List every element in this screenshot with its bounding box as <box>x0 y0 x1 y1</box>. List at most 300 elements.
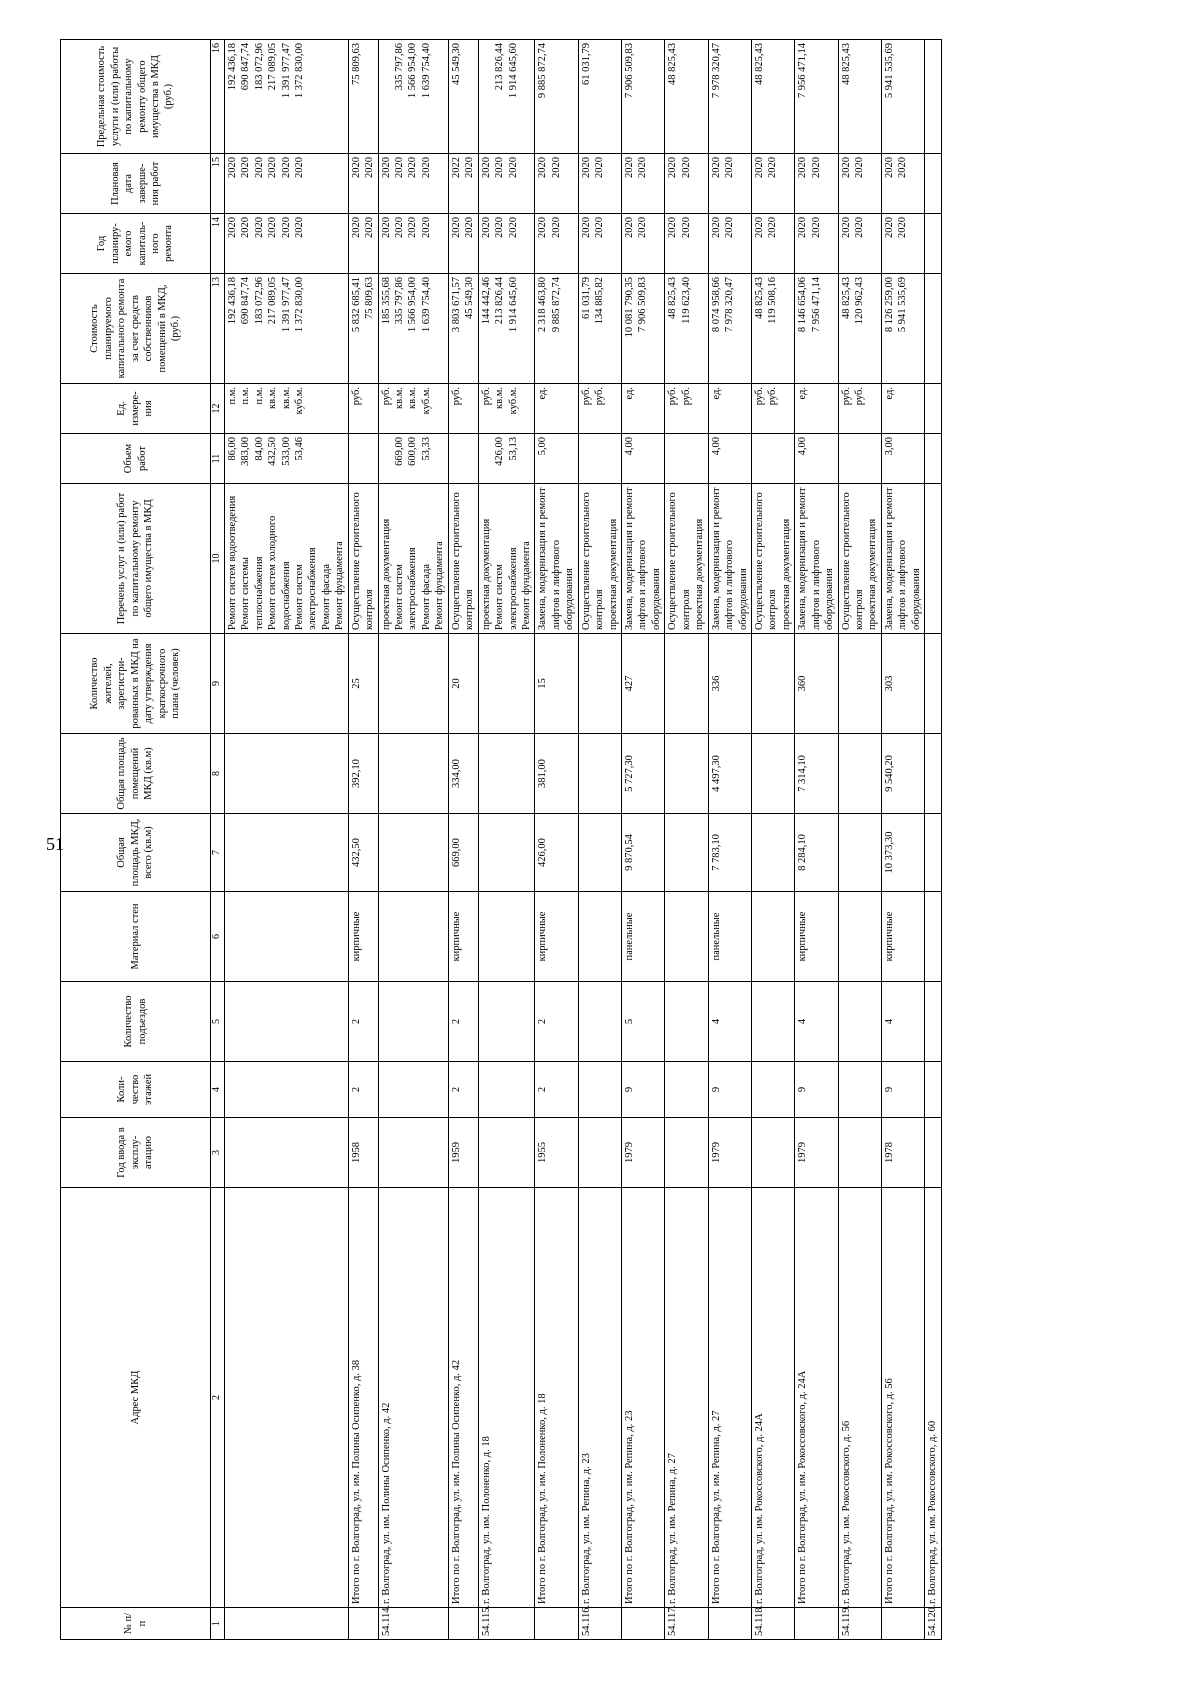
cell-line: 2020 <box>280 217 292 238</box>
wall-material-cell <box>578 892 621 982</box>
cell-line: 2020 <box>897 157 909 178</box>
cell-line: Осуществление строительного контроля <box>450 492 476 630</box>
cell-line: 2020 <box>637 217 649 238</box>
cost-cell <box>751 274 794 384</box>
cell-line: 2020 <box>420 217 432 238</box>
header-cell: Год планиру-емого капиталь-ного ремонта <box>61 214 211 274</box>
cell-line: кв.м. <box>494 387 506 409</box>
address-cell: г. Волгоград, ул. им. Репина, д. 23 <box>578 1188 621 1608</box>
cell-line: ед. <box>624 387 636 400</box>
year-cell: 1978 <box>881 1118 924 1188</box>
total-area-cell <box>478 814 535 892</box>
completion-date-cell <box>838 154 881 214</box>
entrances-cell: 2 <box>448 982 478 1062</box>
unit-cell <box>348 384 378 434</box>
cell-line: 2020 <box>594 157 606 178</box>
premises-area-cell <box>478 734 535 814</box>
cell-line: 1 914 645,60 <box>507 43 519 99</box>
cost-cell <box>578 274 621 384</box>
cell-line: 2020 <box>854 157 866 178</box>
entrances-cell: 4 <box>881 982 924 1062</box>
cell-line: куб.м. <box>293 387 305 415</box>
repair-year-cell <box>535 214 578 274</box>
year-cell <box>478 1118 535 1188</box>
cell-line: 183 072,96 <box>253 277 265 325</box>
cell-line: 2020 <box>897 217 909 238</box>
completion-date-cell <box>881 154 924 214</box>
cell-line: 1 639 754,40 <box>420 277 432 333</box>
cell-line: 2020 <box>580 217 592 238</box>
cell-line: 9 885 872,74 <box>550 277 562 333</box>
max-cost-cell <box>448 40 478 154</box>
header-cell: Адрес МКД <box>61 1188 211 1608</box>
year-cell: 1979 <box>795 1118 838 1188</box>
cell-line: 2020 <box>494 157 506 178</box>
cell-line: руб. <box>680 387 692 406</box>
cell-line: 8 146 654,06 <box>797 277 809 333</box>
column-number: 16 <box>211 40 225 154</box>
max-cost-cell <box>378 40 448 154</box>
floors-cell: 9 <box>708 1062 751 1118</box>
year-cell: 1979 <box>708 1118 751 1188</box>
header-cell: Год ввода в эксплу-атацию <box>61 1118 211 1188</box>
premises-area-cell: 7 314,10 <box>795 734 838 814</box>
residents-cell: 20 <box>448 634 478 734</box>
total-area-cell <box>378 814 448 892</box>
cell-line: 2020 <box>854 217 866 238</box>
row-number: 54.116. <box>578 1608 621 1640</box>
header-cell: Материал стен <box>61 892 211 982</box>
cell-line: руб. <box>753 387 765 406</box>
work-list-cell <box>708 484 751 634</box>
cell-line <box>593 43 606 150</box>
cell-line: Замена, модернизация и ремонт лифтов и лифтового оборудования <box>537 487 576 630</box>
cell-line: 2020 <box>226 157 238 178</box>
completion-date-cell <box>925 154 941 214</box>
residents-cell <box>478 634 535 734</box>
year-cell <box>665 1118 708 1188</box>
cell-line: п.м. <box>226 387 238 405</box>
cell-line: 48 825,43 <box>667 277 679 319</box>
cell-line: 48 825,43 <box>840 43 852 85</box>
max-cost-cell <box>535 40 578 154</box>
cell-line: 2020 <box>667 157 679 178</box>
entrances-cell: 4 <box>795 982 838 1062</box>
cell-line <box>766 43 779 150</box>
cell-line: руб. <box>854 387 866 406</box>
cell-line: 134 885,82 <box>594 277 606 325</box>
address-cell: Итого по г. Волгоград, ул. им. Полины Осипенко, д. 42 <box>448 1188 478 1608</box>
max-cost-cell <box>478 40 535 154</box>
premises-area-cell <box>665 734 708 814</box>
address-cell: Итого по г. Волгоград, ул. им. Рокоссовского, д. 56 <box>881 1188 924 1608</box>
cell-line: 2020 <box>550 217 562 238</box>
cell-line: 53,33 <box>420 437 432 461</box>
cell-line: 2020 <box>767 217 779 238</box>
year-cell: 1959 <box>448 1118 478 1188</box>
wall-material-cell <box>378 892 448 982</box>
cell-line: Замена, модернизация и ремонт лифтов и лифтового оборудования <box>883 487 922 630</box>
cell-line: 1 914 645,60 <box>507 277 519 333</box>
cell-line: Ремонт систем электроснабжения <box>394 547 419 630</box>
cell-line: ед. <box>537 387 549 400</box>
cell-line: 2020 <box>753 157 765 178</box>
volume-cell <box>348 434 378 484</box>
cell-line: 383,00 <box>240 437 252 466</box>
capital-repair-table <box>60 39 942 1640</box>
cell-line: руб. <box>767 387 779 406</box>
unit-cell <box>478 384 535 434</box>
cell-line: кв.м. <box>267 387 279 409</box>
cost-cell <box>535 274 578 384</box>
residents-cell: 336 <box>708 634 751 734</box>
cell-line: 2020 <box>364 157 376 178</box>
work-list-cell <box>578 484 621 634</box>
entrances-cell <box>224 982 348 1062</box>
cell-line: проектная документация <box>780 518 792 630</box>
floors-cell <box>578 1062 621 1118</box>
cell-line: 2020 <box>810 217 822 238</box>
entrances-cell <box>478 982 535 1062</box>
total-area-cell: 7 783,10 <box>708 814 751 892</box>
total-area-cell: 10 373,30 <box>881 814 924 892</box>
cell-line: 7 956 471,14 <box>810 277 822 333</box>
floors-cell: 9 <box>622 1062 665 1118</box>
cell-line: 185 355,68 <box>380 277 392 325</box>
header-cell: Объем работ <box>61 434 211 484</box>
cell-line: 2020 <box>293 217 305 238</box>
column-number: 5 <box>211 982 225 1062</box>
unit-cell <box>448 384 478 434</box>
cell-line <box>480 43 493 150</box>
floors-cell: 2 <box>448 1062 478 1118</box>
cell-line: п.м. <box>240 387 252 405</box>
cell-line: 2020 <box>710 217 722 238</box>
cell-line: Осуществление строительного контроля <box>753 492 779 630</box>
cell-line: 2020 <box>407 217 419 238</box>
cell-line: 183 072,96 <box>253 43 265 91</box>
completion-date-cell <box>348 154 378 214</box>
cell-line <box>580 437 593 480</box>
cell-line: Ремонт фасада <box>420 563 432 630</box>
cell-line: руб. <box>350 387 362 406</box>
cell-line: 217 089,05 <box>267 43 279 91</box>
max-cost-cell <box>622 40 665 154</box>
cell-line: 2020 <box>240 157 252 178</box>
year-cell: 1958 <box>348 1118 378 1188</box>
cell-line: 2020 <box>494 217 506 238</box>
volume-cell <box>535 434 578 484</box>
cell-line: 2020 <box>537 217 549 238</box>
cell-line: 690 847,74 <box>240 43 252 91</box>
column-number-row <box>211 40 225 1640</box>
completion-date-cell <box>224 154 348 214</box>
row-number <box>622 1608 665 1640</box>
floors-cell <box>838 1062 881 1118</box>
cell-line: проектная документация <box>694 518 706 630</box>
volume-cell <box>708 434 751 484</box>
header-cell: Количество жителей, зарегистри-рованных в МКД на дату утверждения краткосрочного плана (человек) <box>61 634 211 734</box>
cell-line: 5 941 535,69 <box>883 43 895 99</box>
entrances-cell: 4 <box>708 982 751 1062</box>
cost-cell <box>838 274 881 384</box>
year-cell: 1955 <box>535 1118 578 1188</box>
cell-line: Замена, модернизация и ремонт лифтов и лифтового оборудования <box>624 487 662 630</box>
entrances-cell <box>925 982 941 1062</box>
cell-line: куб.м. <box>420 387 432 415</box>
cell-line: 75 809,63 <box>364 277 376 319</box>
floors-cell <box>224 1062 348 1118</box>
cell-line: 2020 <box>394 217 406 238</box>
cell-line: 533,00 <box>280 437 292 466</box>
row-number: 54.117. <box>665 1608 708 1640</box>
completion-date-cell <box>708 154 751 214</box>
cell-line: 432,50 <box>267 437 279 466</box>
cell-line: проектная документация <box>380 518 392 630</box>
volume-cell <box>224 434 348 484</box>
wall-material-cell: кирпичные <box>448 892 478 982</box>
completion-date-cell <box>751 154 794 214</box>
unit-cell <box>838 384 881 434</box>
volume-cell <box>665 434 708 484</box>
cell-line <box>380 43 393 150</box>
work-list-cell <box>881 484 924 634</box>
cell-line: 2020 <box>507 157 519 178</box>
repair-year-cell <box>378 214 448 274</box>
floors-cell <box>478 1062 535 1118</box>
cell-line <box>753 437 766 480</box>
completion-date-cell <box>378 154 448 214</box>
cell-line: кв.м. <box>394 387 406 409</box>
cell-line: 217 089,05 <box>267 277 279 325</box>
page-number: 51 <box>46 834 64 854</box>
cell-line: 213 826,44 <box>494 277 506 325</box>
cell-line: 2020 <box>480 157 492 178</box>
cell-line: 2020 <box>724 157 736 178</box>
cost-cell <box>448 274 478 384</box>
cell-line: Ремонт систем водоотведения <box>226 495 238 630</box>
entrances-cell: 5 <box>622 982 665 1062</box>
cell-line: проектная документация <box>607 518 619 630</box>
cell-line: ед. <box>883 387 895 400</box>
cell-line: 192 436,18 <box>226 43 238 91</box>
total-area-cell <box>838 814 881 892</box>
wall-material-cell: кирпичные <box>348 892 378 982</box>
work-list-cell <box>665 484 708 634</box>
floors-cell: 2 <box>535 1062 578 1118</box>
cost-cell <box>708 274 751 384</box>
repair-year-cell <box>795 214 838 274</box>
unit-cell <box>708 384 751 434</box>
cell-line: кв.м. <box>407 387 419 409</box>
cell-line: 61 031,79 <box>580 43 592 85</box>
completion-date-cell <box>795 154 838 214</box>
premises-area-cell: 5 727,30 <box>622 734 665 814</box>
table-row <box>535 40 578 1640</box>
cell-line: 5 941 535,69 <box>897 277 909 333</box>
cell-line <box>766 437 779 480</box>
row-number <box>881 1608 924 1640</box>
cell-line: 9 885 872,74 <box>537 43 549 99</box>
cell-line: 2020 <box>280 157 292 178</box>
cell-line <box>840 437 853 480</box>
cell-line: 3 803 671,57 <box>450 277 462 333</box>
total-area-cell <box>925 814 941 892</box>
wall-material-cell: кирпичные <box>795 892 838 982</box>
cell-line: 2020 <box>253 217 265 238</box>
year-cell <box>925 1118 941 1188</box>
premises-area-cell: 9 540,20 <box>881 734 924 814</box>
cell-line: Осуществление строительного контроля <box>350 492 376 630</box>
unit-cell <box>535 384 578 434</box>
cell-line: 2020 <box>364 217 376 238</box>
cell-line: 1 372 830,00 <box>293 43 305 99</box>
cell-line: 2020 <box>753 217 765 238</box>
cell-line: Ремонт фасада <box>320 563 332 630</box>
residents-cell: 427 <box>622 634 665 734</box>
cell-line <box>853 437 866 480</box>
max-cost-cell <box>224 40 348 154</box>
row-number: 54.115. <box>478 1608 535 1640</box>
residents-cell <box>925 634 941 734</box>
residents-cell: 303 <box>881 634 924 734</box>
work-list-cell <box>838 484 881 634</box>
max-cost-cell <box>348 40 378 154</box>
cost-cell <box>795 274 838 384</box>
cell-line: Осуществление строительного контроля <box>840 492 866 630</box>
cell-line: 86,00 <box>226 437 238 461</box>
total-area-cell: 8 284,10 <box>795 814 838 892</box>
cell-line: 4,00 <box>797 437 809 456</box>
cell-line: 53,46 <box>293 437 305 461</box>
column-number: 8 <box>211 734 225 814</box>
total-area-cell <box>665 814 708 892</box>
max-cost-cell <box>925 40 941 154</box>
cell-line: руб. <box>480 387 492 406</box>
cell-line: 2020 <box>464 217 476 238</box>
header-cell: Коли-чество этажей <box>61 1062 211 1118</box>
table-row <box>348 40 378 1640</box>
repair-year-cell <box>622 214 665 274</box>
wall-material-cell: панельные <box>622 892 665 982</box>
address-cell: Итого по г. Волгоград, ул. им. Полины Осипенко, д. 38 <box>348 1188 378 1608</box>
cell-line <box>666 437 679 480</box>
cell-line: 1 391 977,47 <box>280 43 292 99</box>
year-cell <box>578 1118 621 1188</box>
cell-line: 2020 <box>624 157 636 178</box>
unit-cell <box>224 384 348 434</box>
cost-cell <box>478 274 535 384</box>
header-cell: Плановая дата заверше-ния работ <box>61 154 211 214</box>
address-cell: Итого по г. Волгоград, ул. им. Репина, д. 23 <box>622 1188 665 1608</box>
cell-line: 48 825,43 <box>840 277 852 319</box>
address-cell: Итого по г. Волгоград, ул. им. Полоненко, д. 18 <box>535 1188 578 1608</box>
cell-line: 2020 <box>883 217 895 238</box>
cell-line: 144 442,46 <box>480 277 492 325</box>
cell-line: кв.м. <box>280 387 292 409</box>
cell-line: Замена, модернизация и ремонт лифтов и лифтового оборудования <box>710 487 749 630</box>
total-area-cell: 9 870,54 <box>622 814 665 892</box>
repair-year-cell <box>838 214 881 274</box>
cell-line: 2020 <box>594 217 606 238</box>
cell-line: 48 825,43 <box>753 43 765 85</box>
column-number: 13 <box>211 274 225 384</box>
work-list-cell <box>478 484 535 634</box>
work-list-cell <box>448 484 478 634</box>
floors-cell <box>665 1062 708 1118</box>
header-cell: № п/п <box>61 1608 211 1640</box>
cell-line: 1 639 754,40 <box>420 43 432 99</box>
cell-line: Ремонт фундамента <box>434 541 446 630</box>
volume-cell <box>881 434 924 484</box>
cell-line: 61 031,79 <box>580 277 592 319</box>
residents-cell: 360 <box>795 634 838 734</box>
entrances-cell: 2 <box>348 982 378 1062</box>
cell-line: 335 797,86 <box>394 277 406 325</box>
column-number: 11 <box>211 434 225 484</box>
entrances-cell <box>838 982 881 1062</box>
wall-material-cell: панельные <box>708 892 751 982</box>
cell-line: 2020 <box>680 157 692 178</box>
volume-cell <box>751 434 794 484</box>
cell-line <box>350 437 363 480</box>
column-number: 7 <box>211 814 225 892</box>
premises-area-cell <box>378 734 448 814</box>
row-number: 54.119. <box>838 1608 881 1640</box>
cell-line: 2020 <box>293 157 305 178</box>
cell-line: 2020 <box>550 157 562 178</box>
unit-cell <box>881 384 924 434</box>
floors-cell <box>751 1062 794 1118</box>
premises-area-cell <box>925 734 941 814</box>
entrances-cell: 2 <box>535 982 578 1062</box>
cost-cell <box>622 274 665 384</box>
max-cost-cell <box>838 40 881 154</box>
year-cell <box>838 1118 881 1188</box>
premises-area-cell <box>838 734 881 814</box>
cell-line <box>680 437 693 480</box>
volume-cell <box>795 434 838 484</box>
unit-cell <box>378 384 448 434</box>
cell-line: 53,13 <box>507 437 519 461</box>
repair-year-cell <box>751 214 794 274</box>
cell-line: 45 549,30 <box>464 277 476 319</box>
cell-line: 8 074 958,66 <box>710 277 722 333</box>
cell-line: 48 825,43 <box>667 43 679 85</box>
premises-area-cell: 381,00 <box>535 734 578 814</box>
cell-line: проектная документация <box>867 518 879 630</box>
cell-line: 5,00 <box>537 437 549 456</box>
table-row <box>708 40 751 1640</box>
cell-line: Осуществление строительного контроля <box>580 492 606 630</box>
completion-date-cell <box>478 154 535 214</box>
table-header <box>61 40 225 1640</box>
cell-line: ед. <box>797 387 809 400</box>
row-number <box>795 1608 838 1640</box>
table-row <box>224 40 348 1640</box>
year-cell <box>378 1118 448 1188</box>
cell-line: 2020 <box>840 217 852 238</box>
address-cell <box>224 1188 348 1608</box>
total-area-cell <box>224 814 348 892</box>
cell-line: 2020 <box>724 217 736 238</box>
total-area-cell <box>578 814 621 892</box>
work-list-cell <box>622 484 665 634</box>
cell-line: 2020 <box>883 157 895 178</box>
volume-cell <box>622 434 665 484</box>
volume-cell <box>838 434 881 484</box>
cell-line: 48 825,43 <box>753 277 765 319</box>
